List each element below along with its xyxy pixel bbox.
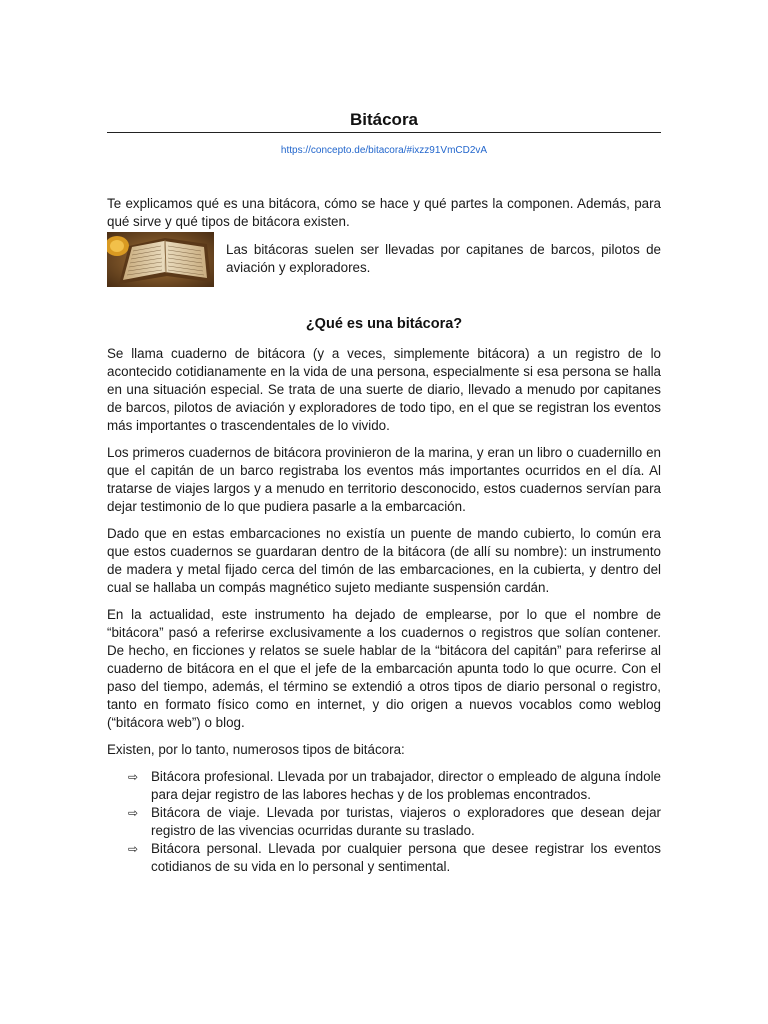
intro-paragraph: Te explicamos qué es una bitácora, cómo se hace y qué partes la componen. Además, para qué sirve y qué tipos de bitácora existen. bbox=[107, 196, 661, 229]
list-item-text: Bitácora de viaje. Llevada por turistas, viajeros o exploradores que desean dejar registro de las vivencias ocurridas durante su traslado. bbox=[151, 805, 661, 838]
list-item bbox=[107, 768, 661, 804]
list-item-text: Bitácora profesional. Llevada por un trabajador, director o empleado de alguna índole para dejar registro de las labores hechas y de los problemas encontrados. bbox=[151, 769, 661, 802]
section-heading: ¿Qué es una bitácora? bbox=[305, 316, 463, 332]
body-paragraph: Los primeros cuadernos de bitácora provinieron de la marina, y eran un libro o cuadernillo en que el capitán de un barco registraba los eventos más importantes ocurridos en el día. Al tratarse de viajes largos y a menudo en territorio desconocido, estos cuadernos servían para dejar testimonio de lo que pudiera pasarle a la embarcación. bbox=[107, 445, 661, 514]
bitacora-types-list bbox=[107, 768, 661, 876]
arrow-right-outline-icon: ⇨ bbox=[128, 770, 139, 784]
body-paragraph: Dado que en estas embarcaciones no existía un puente de mando cubierto, lo común era que estos cuadernos se guardaran dentro de la bitácora (de allí su nombre): un instrumento de madera y metal fijado cerca del timón de las embarcaciones, en la cubierta, y dentro del cual se hallaba un compás magnético sujeto mediante suspensión cardán. bbox=[107, 526, 661, 595]
arrow-right-outline-icon: ⇨ bbox=[128, 806, 139, 820]
list-item bbox=[107, 804, 661, 840]
list-intro-paragraph: Existen, por lo tanto, numerosos tipos de bitácora: bbox=[107, 742, 405, 757]
body-paragraph: Se llama cuaderno de bitácora (y a veces, simplemente bitácora) a un registro de lo acontecido cotidianamente en la vida de una persona, especialmente si esa persona se halla en una situación especial. Se trata de una suerte de diario, llevado a menudo por capitanes de barcos, pilotos de aviación y exploradores de todo tipo, en el que se registran los eventos más importantes o trascendentales de lo vivido. bbox=[107, 346, 661, 433]
document-title: Bitácora bbox=[349, 110, 419, 129]
source-link[interactable]: https://concepto.de/bitacora/#ixzz91VmCD2vA bbox=[280, 145, 488, 156]
arrow-right-outline-icon: ⇨ bbox=[128, 842, 139, 856]
open-book-image bbox=[107, 232, 214, 287]
article-body bbox=[107, 345, 661, 876]
title-underline bbox=[107, 132, 661, 133]
list-item bbox=[107, 840, 661, 876]
list-item-text: Bitácora personal. Llevada por cualquier persona que desee registrar los eventos cotidianos de su vida en lo personal y sentimental. bbox=[151, 841, 661, 874]
body-paragraph: En la actualidad, este instrumento ha dejado de emplearse, por lo que el nombre de “bitácora” pasó a referirse exclusivamente a los cuadernos o registros que solían contener. De hecho, en ficciones y relatos se suele hablar de la “bitácora del capitán” para referirse al cuaderno de bitácora en el que el jefe de la embarcación apunta todo lo que ocurre. Con el paso del tiempo, además, el término se extendió a otros tipos de diario personal o registro, tanto en formato físico como en internet, y dio origen a nuevos vocablos como weblog (“bitácora web”) o blog. bbox=[107, 607, 661, 730]
image-caption: Las bitácoras suelen ser llevadas por capitanes de barcos, pilotos de aviación y exploradores. bbox=[226, 242, 661, 275]
